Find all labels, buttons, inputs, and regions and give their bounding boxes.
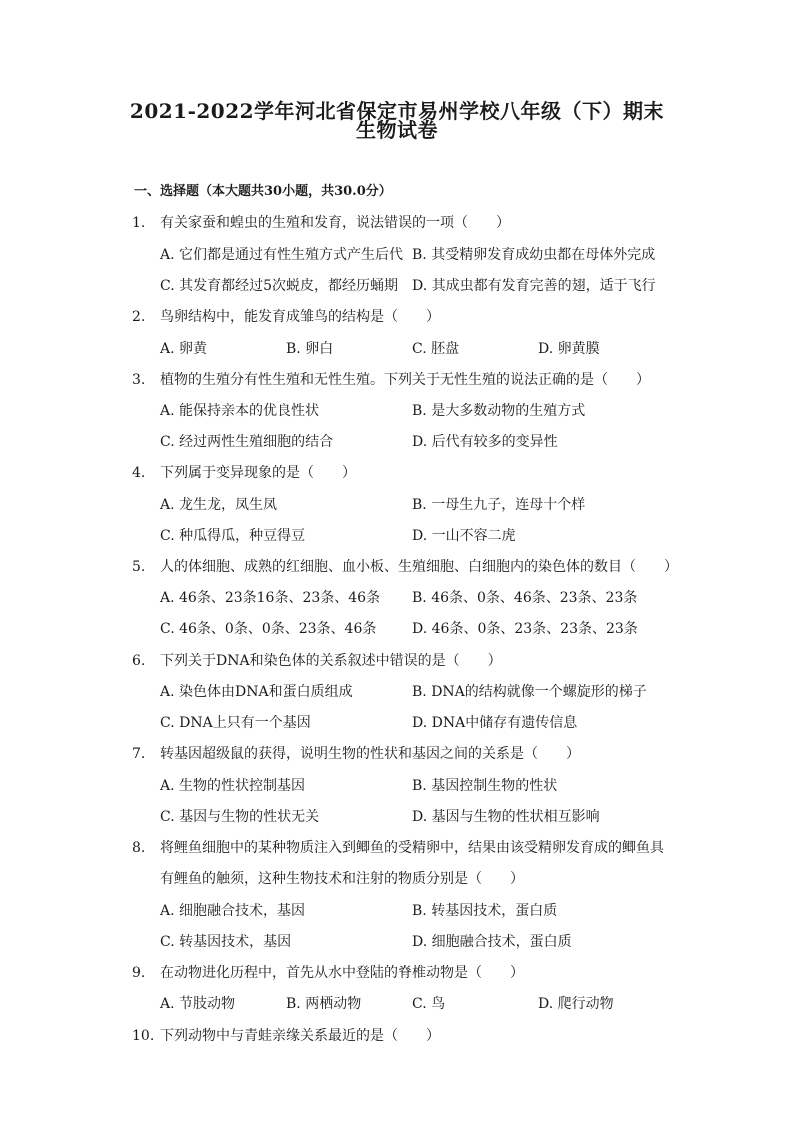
question-8 xyxy=(132,837,664,857)
question-number: 4. xyxy=(132,465,146,481)
option-b: B. 46条、0条、46条、23条、23条 xyxy=(412,590,638,606)
option-d: D. 卵黄膜 xyxy=(538,341,600,357)
option-d: D. 基因与生物的性状相互影响 xyxy=(412,809,600,825)
question-10 xyxy=(132,1025,440,1045)
option-b: B. 一母生九子，连母十个样 xyxy=(412,497,586,513)
option-b: B. 基因控制生物的性状 xyxy=(412,778,558,794)
question-text: 鸟卵结构中，能发育成雏鸟的结构是（ ） xyxy=(160,309,440,325)
option-d: D. DNA中储存有遗传信息 xyxy=(412,715,578,731)
question-number: 1. xyxy=(132,215,146,231)
question-4 xyxy=(132,462,356,482)
question-number: 8. xyxy=(132,840,146,856)
question-2 xyxy=(132,306,440,326)
option-d: D. 后代有较多的变异性 xyxy=(412,434,558,450)
option-a: A. 46条、23条16条、23条、46条 xyxy=(160,590,381,606)
option-a: A. 龙生龙，凤生凤 xyxy=(160,497,278,513)
option-a: A. 节肢动物 xyxy=(160,996,236,1012)
question-text: 人的体细胞、成熟的红细胞、血小板、生殖细胞、白细胞内的染色体的数目（ ） xyxy=(160,559,678,575)
option-a: A. 生物的性状控制基因 xyxy=(160,778,306,794)
option-c: C. 基因与生物的性状无关 xyxy=(160,809,320,825)
question-5 xyxy=(132,556,678,576)
option-b: B. 是大多数动物的生殖方式 xyxy=(412,403,586,419)
question-9 xyxy=(132,962,524,982)
option-c: C. 46条、0条、0条、23条、46条 xyxy=(160,621,377,637)
question-number: 5. xyxy=(132,559,146,575)
option-b: B. 其受精卵发育成幼虫都在母体外完成 xyxy=(412,247,656,263)
question-6 xyxy=(132,650,502,670)
question-1 xyxy=(132,212,510,232)
question-text: 有关家蚕和蝗虫的生殖和发育，说法错误的一项（ ） xyxy=(160,215,510,231)
option-a: A. 细胞融合技术，基因 xyxy=(160,903,306,919)
option-c: C. 转基因技术，基因 xyxy=(160,934,292,950)
option-a: A. 它们都是通过有性生殖方式产生后代 xyxy=(160,247,404,263)
question-text: 在动物进化历程中，首先从水中登陆的脊椎动物是（ ） xyxy=(160,965,524,981)
option-b: B. 卵白 xyxy=(286,341,334,357)
option-a: A. 卵黄 xyxy=(160,341,208,357)
question-text: 下列属于变异现象的是（ ） xyxy=(160,465,356,481)
document-title-line-2: 生物试卷 xyxy=(356,118,438,142)
question-number: 2. xyxy=(132,309,146,325)
question-3 xyxy=(132,369,650,389)
question-text: 转基因超级鼠的获得，说明生物的性状和基因之间的关系是（ ） xyxy=(160,746,580,762)
question-7 xyxy=(132,743,580,763)
option-c: C. 胚盘 xyxy=(412,341,460,357)
question-number: 10. xyxy=(132,1028,155,1044)
question-number: 9. xyxy=(132,965,146,981)
option-b: B. 两栖动物 xyxy=(286,996,362,1012)
question-text: 将鲤鱼细胞中的某种物质注入到鲫鱼的受精卵中，结果由该受精卵发育成的鲫鱼具 xyxy=(160,840,664,856)
option-d: D. 爬行动物 xyxy=(538,996,614,1012)
document-title-line-1: 2021-2022学年河北省保定市易州学校八年级（下）期末 xyxy=(129,99,665,123)
option-d: D. 一山不容二虎 xyxy=(412,528,516,544)
option-a: A. 染色体由DNA和蛋白质组成 xyxy=(160,684,353,700)
option-c: C. 鸟 xyxy=(412,996,446,1012)
option-c: C. 种瓜得瓜，种豆得豆 xyxy=(160,528,306,544)
question-number: 3. xyxy=(132,372,146,388)
question-number: 7. xyxy=(132,746,146,762)
option-c: C. 其发育都经过5次蜕皮，都经历蛹期 xyxy=(160,278,399,294)
section-heading: 一、选择题（本大题共30小题，共30.0分） xyxy=(134,184,392,199)
question-8-continued: 有鲤鱼的触须，这种生物技术和注射的物质分别是（ ） xyxy=(160,871,524,887)
option-b: B. 转基因技术，蛋白质 xyxy=(412,903,558,919)
option-d: D. 46条、0条、23条、23条、23条 xyxy=(412,621,638,637)
question-text: 下列动物中与青蛙亲缘关系最近的是（ ） xyxy=(160,1028,440,1044)
option-a: A. 能保持亲本的优良性状 xyxy=(160,403,320,419)
option-b: B. DNA的结构就像一个螺旋形的梯子 xyxy=(412,684,647,700)
question-text: 下列关于DNA和染色体的关系叙述中错误的是（ ） xyxy=(160,653,502,669)
option-d: D. 其成虫都有发育完善的翅，适于飞行 xyxy=(412,278,656,294)
option-c: C. 经过两性生殖细胞的结合 xyxy=(160,434,334,450)
question-text: 植物的生殖分有性生殖和无性生殖。下列关于无性生殖的说法正确的是（ ） xyxy=(160,372,650,388)
question-number: 6. xyxy=(132,653,146,669)
option-d: D. 细胞融合技术，蛋白质 xyxy=(412,934,572,950)
option-c: C. DNA上只有一个基因 xyxy=(160,715,311,731)
